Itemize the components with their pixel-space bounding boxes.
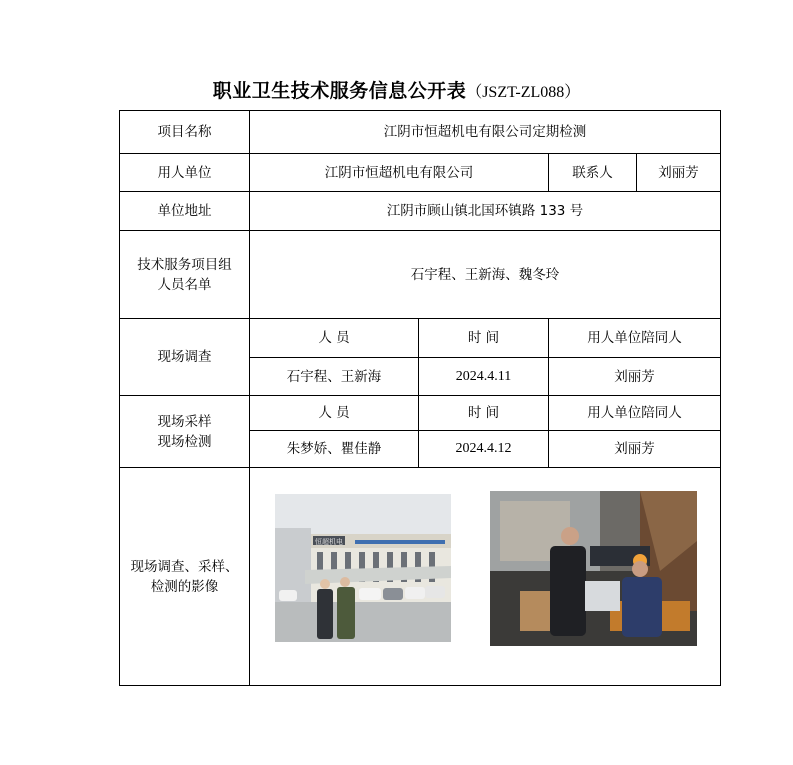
images-label: 现场调查、采样、检测的影像: [120, 468, 250, 686]
workshop-inspection-photo: [490, 491, 697, 646]
row-project: [120, 111, 721, 154]
survey-head-escort: 用人单位陪同人: [549, 319, 721, 358]
survey-escort: 刘丽芳: [549, 358, 721, 396]
survey-head-personnel: 人 员: [250, 319, 419, 358]
sampling-personnel: 朱梦娇、瞿佳静: [250, 431, 419, 468]
sampling-head-escort: 用人单位陪同人: [549, 396, 721, 431]
sampling-label: [120, 396, 250, 468]
survey-time: 2024.4.11: [419, 358, 549, 396]
team-label: 技术服务项目组人员名单: [120, 231, 250, 319]
sampling-escort: 刘丽芳: [549, 431, 721, 468]
title-main: 职业卫生技术服务信息公开表: [212, 80, 467, 102]
survey-head-time: 时 间: [419, 319, 549, 358]
address-value: 江阴市顾山镇北国环镇路 133 号: [250, 192, 721, 231]
project-label: 项目名称: [120, 111, 250, 154]
row-images: [120, 468, 721, 686]
sampling-label-line2: 现场检测: [157, 433, 212, 450]
title-code: （JSZT-ZL088）: [466, 84, 581, 101]
sampling-time: 2024.4.12: [419, 431, 549, 468]
sampling-head-time: 时 间: [419, 396, 549, 431]
photo-sign-text: 恒超机电: [315, 538, 343, 546]
document-title: [0, 76, 793, 103]
row-survey-head: [120, 319, 721, 358]
row-employer: [120, 154, 721, 192]
info-table: [119, 110, 721, 686]
sampling-head-personnel: 人 员: [250, 396, 419, 431]
row-sampling-head: [120, 396, 721, 431]
project-value: 江阴市恒超机电有限公司定期检测: [250, 111, 721, 154]
images-cell: [250, 468, 721, 686]
address-label: 单位地址: [120, 192, 250, 231]
employer-value: 江阴市恒超机电有限公司: [250, 154, 549, 192]
contact-value: 刘丽芳: [637, 154, 721, 192]
survey-label: 现场调查: [120, 319, 250, 396]
row-address: [120, 192, 721, 231]
survey-personnel: 石宇程、王新海: [250, 358, 419, 396]
team-value: 石宇程、王新海、魏冬玲: [250, 231, 721, 319]
contact-label: 联系人: [549, 154, 637, 192]
employer-label: 用人单位: [120, 154, 250, 192]
sampling-label-line1: 现场采样: [157, 413, 212, 430]
row-team: [120, 231, 721, 319]
factory-exterior-photo: [275, 494, 451, 642]
